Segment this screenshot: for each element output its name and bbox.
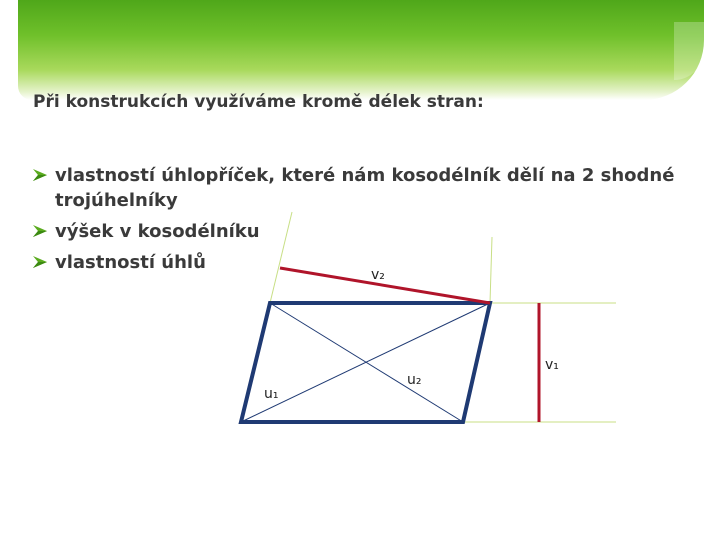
bullet-text: výšek v kosodélníku — [55, 221, 260, 242]
slide-heading: Při konstrukcích využíváme kromě délek stran: — [33, 92, 484, 112]
height-v2 — [280, 268, 490, 303]
guide-line-left-extension — [270, 212, 292, 303]
label-u1: u₁ — [264, 386, 279, 402]
label-v2: v₂ — [371, 267, 385, 283]
label-v1: v₁ — [545, 357, 559, 373]
diagonal-u2 — [241, 303, 490, 422]
label-u2: u₂ — [407, 372, 422, 388]
bullet-text: vlastností úhlopříček, které nám kosodélník dělí na 2 shodné trojúhelníky — [55, 165, 675, 211]
bullet-text: vlastností úhlů — [55, 252, 206, 273]
guide-line-right-extension — [490, 237, 492, 303]
